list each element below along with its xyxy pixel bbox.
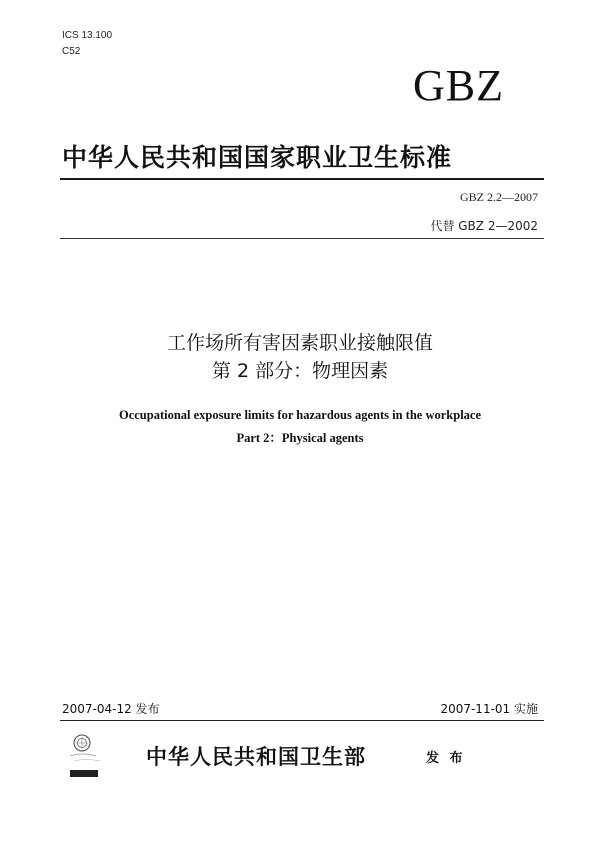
ics-code: ICS 13.100: [62, 30, 113, 41]
document-title-zh-line2: 第 2 部分：物理因素: [211, 360, 389, 382]
header-divider-thin: [60, 238, 544, 239]
issuing-authority: 中华人民共和国卫生部: [146, 745, 366, 769]
footer-divider: [60, 720, 544, 721]
implementation-date: 2007-11-01 实施: [440, 702, 538, 716]
national-standard-title: 中华人民共和国国家职业卫生标准: [62, 143, 453, 172]
gbz-logo: GBZ: [413, 61, 504, 110]
document-title-en-line1: Occupational exposure limits for hazardous agents in the workplace: [118, 408, 482, 422]
ministry-seal-icon: [62, 728, 114, 780]
ccs-code: C52: [62, 46, 81, 57]
header-divider-thick: [60, 178, 544, 180]
document-title-zh-line1: 工作场所有害因素职业接触限值: [166, 332, 433, 354]
issue-date: 2007-04-12 发布: [62, 702, 160, 716]
replaces-standard: 代替 GBZ 2—2002: [430, 219, 538, 233]
standard-number: GBZ 2.2—2007: [460, 190, 538, 204]
document-title-en-line2: Part 2：Physical agents: [236, 431, 364, 445]
issue-suffix: 发 布: [426, 751, 466, 766]
